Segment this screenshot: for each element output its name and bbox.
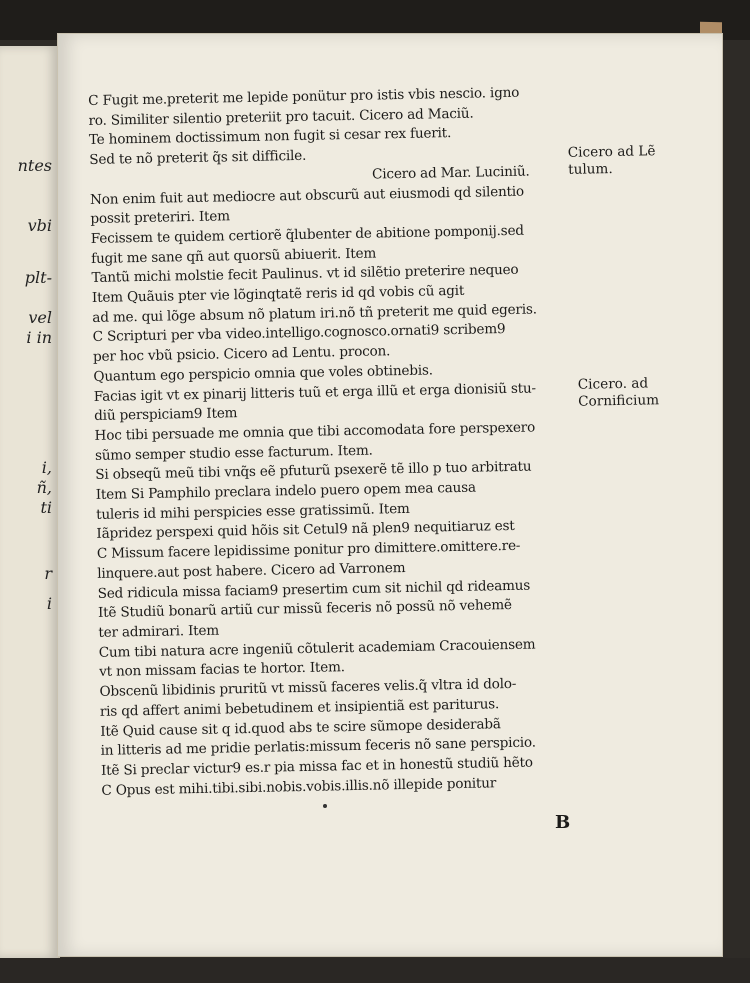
text-line: possit preteriri. Item: [90, 208, 231, 228]
margin-note-cicero-ad-lentulum: [568, 143, 656, 179]
margin-note-line: Cicero ad Lẽ: [567, 143, 656, 161]
book-page: [58, 34, 722, 956]
text-line: Facias igit vt ex pinarij litteris tuũ et erga illũ et erga dionisiũ stu-: [93, 380, 537, 405]
margin-note-cicero-ad-cornificium: [578, 375, 659, 411]
left-page-fragment: vel: [28, 308, 52, 327]
left-page-edge: [0, 46, 60, 958]
scan-background-bottom: [0, 958, 750, 983]
text-line: Sed te nõ preterit q̃s sit difficile.: [89, 147, 307, 169]
text-line: C Opus est mihi.tibi.sibi.nobis.vobis.illis.nõ illepide ponitur: [101, 774, 497, 799]
text-line: Itẽ Studiũ bonarũ artiũ cur missũ feceris nõ possũ nõ vehemẽ: [97, 597, 512, 622]
text-line: Itẽ Quid cause sit q id.quod abs te scire sũmope desiderabã: [100, 715, 501, 740]
text-line: Quantum ego perspicio omnia que voles obtinebis.: [93, 362, 433, 385]
margin-note-line: Cornificium: [578, 392, 660, 410]
margin-note-line: Cicero. ad: [577, 375, 649, 393]
text-line: diũ perspiciam9 Item: [94, 405, 238, 425]
text-line: sũmo semper studio esse facturum. Item.: [94, 442, 373, 464]
text-line: Cicero ad Mar. Luciniũ.: [371, 163, 530, 183]
text-line: Sed ridicula missa faciam9 presertim cum sit nichil qd rideamus: [97, 577, 531, 602]
text-line: Iãpridez perspexi quid hõis sit Cetul9 nã plen9 nequitiaruz est: [96, 518, 515, 543]
text-line: C Fugit me.preterit me lepide ponütur pro istis vbis nescio. igno: [88, 84, 520, 109]
text-line: C Scripturi per vba video.intelligo.cognosco.ornati9 scribem9: [92, 321, 506, 346]
left-page-fragment: i,: [41, 458, 52, 477]
text-line: Item Quãuis pter vie lõginqtatẽ reris id qd vobis cũ agit: [91, 282, 465, 306]
text-line: Fecissem te quidem certiorẽ q̃lubenter de abitione pomponij.sed: [90, 222, 525, 247]
ink-spot: [323, 804, 327, 808]
text-line: fugit me sane qñ aut quorsũ abiuerit. Item: [91, 245, 377, 267]
text-line: ter admirari. Item: [98, 622, 220, 641]
text-line: in litteris ad me pridie perlatis:missum feceris nõ sane perspicio.: [100, 734, 536, 760]
left-page-fragment: ntes: [17, 156, 52, 175]
text-line: Cum tibi natura acre ingeniũ cõtulerit academiam Cracouiensem: [98, 636, 536, 661]
text-line: vt non missam facias te hortor. Item.: [98, 659, 345, 681]
signature-mark: B: [555, 812, 571, 833]
text-line: Te hominem doctissimum non fugit si cesar rex fuerit.: [88, 125, 452, 149]
left-page-fragment: i: [46, 594, 52, 613]
text-line: per hoc vbũ psicio. Cicero ad Lentu. procon.: [92, 343, 391, 366]
text-line: ro. Similiter silentio preteriit pro tacuit. Cicero ad Maciũ.: [88, 105, 474, 129]
left-page-fragment: i in: [26, 328, 52, 347]
left-page-fragment: ti: [40, 498, 52, 517]
text-line: Item Si Pamphilo preclara indelo puero opem mea causa: [95, 479, 476, 503]
left-page-fragment: plt-: [24, 268, 52, 287]
margin-note-line: tulum.: [568, 160, 613, 178]
text-line: C Missum facere lepidissime ponitur pro dimittere.omittere.re-: [96, 537, 521, 563]
text-line: Obscenũ libidinis pruritũ vt missũ faceres velis.q̃ vltra id dolo-: [99, 675, 517, 700]
text-line: Tantũ michi molstie fecit Paulinus. vt id silẽtio preterire nequeo: [91, 262, 519, 287]
text-line: Non enim fuit aut mediocre aut obscurũ aut eiusmodi qd silentio: [89, 183, 525, 208]
text-line: ad me. qui lõge absum nõ platum iri.nõ tñ preterit me quid egeris.: [92, 301, 537, 326]
text-line: ris qd affert animi bebetudinem et insipientiã est pariturus.: [99, 696, 500, 720]
left-page-fragment: r: [44, 564, 52, 583]
text-line: Si obseqũ meũ tibi vnq̃s eẽ pfuturũ psexerẽ tẽ illo p tuo arbitratu: [95, 458, 532, 484]
text-line: tuleris id mihi perspicies esse gratissimũ. Item: [95, 500, 410, 523]
text-line: Itẽ Si preclar victur9 es.r pia missa fac et in honestũ studiũ hẽto: [100, 754, 533, 779]
text-line: linquere.aut post habere. Cicero ad Varronem: [97, 559, 406, 582]
left-page-fragment: ñ,: [36, 478, 52, 497]
left-page-fragment: vbi: [27, 216, 52, 235]
page-body-text: [88, 83, 582, 801]
text-line: Hoc tibi persuade me omnia que tibi accomodata fore perspexero: [94, 419, 536, 444]
